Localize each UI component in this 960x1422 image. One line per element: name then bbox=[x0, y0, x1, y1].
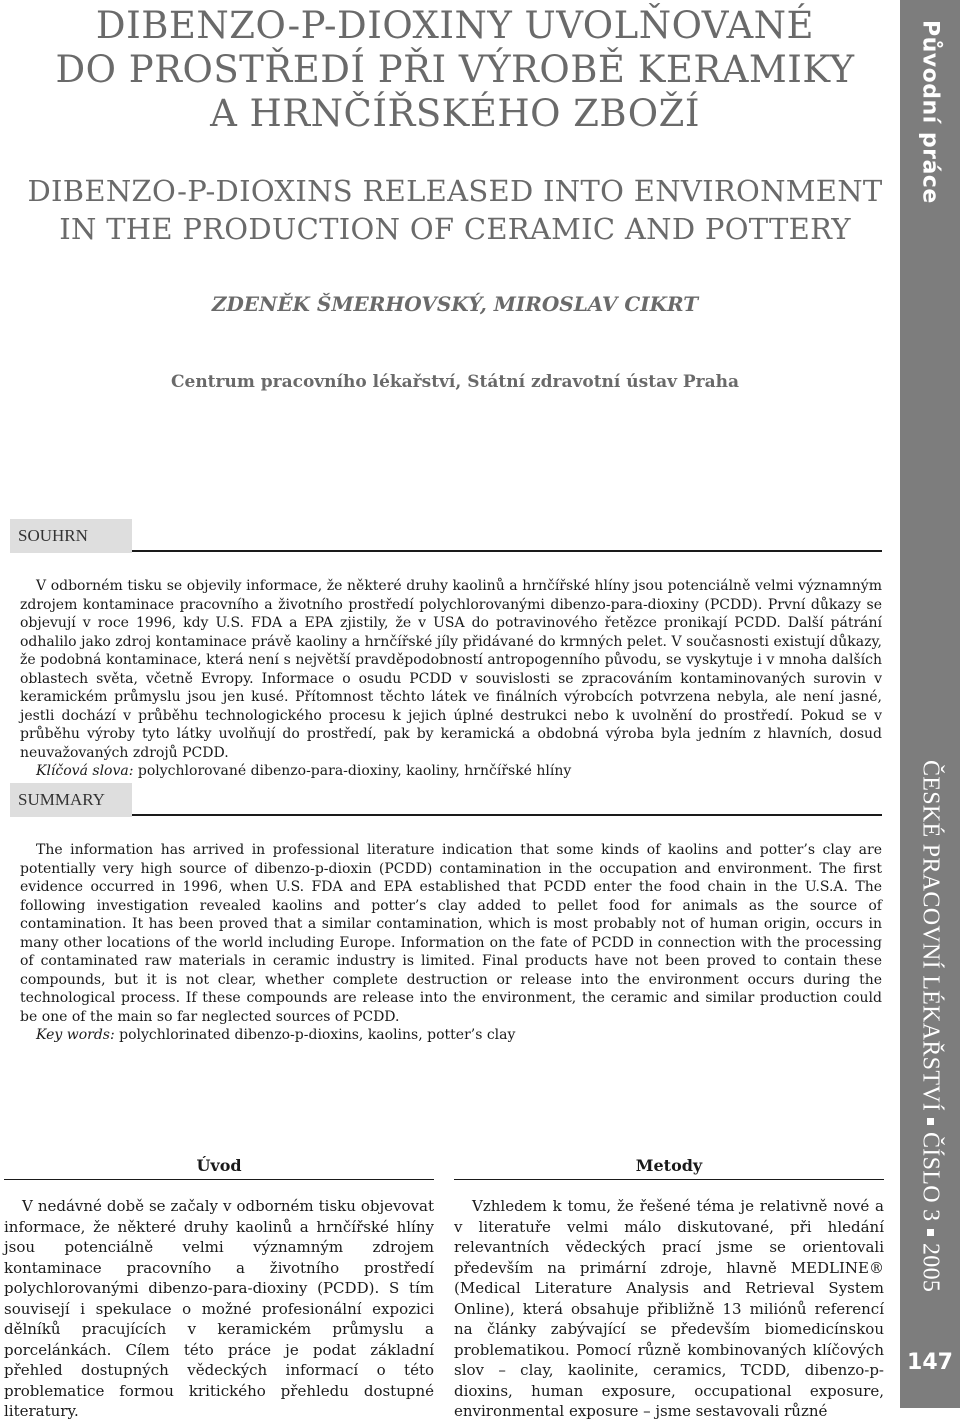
summary-text: The information has arrived in professional literature indication that some kinds of kaolins and potter’s clay are potentially very high source of dibenzo-p-dioxin (PCDD) contamination in the occupation and environment. The first evidence occurred in 1996, when U.S. FDA and EPA established that PCDD enter the food chain in the U.S.A. The following investigation revealed kaolins and potter’s clay added to pellet food for animals as the source of contamination. It has been proved that a similar contamination, which is most probably not of human origin, occurs in many other locations of the world including Europe. Information on the fate of PCDD in connection with the processing of contaminated raw materials in ceramic industry is limited. Final products have not been proved to contain these compounds, but it is not clear, whether complete destruction or release into the environment occurs during the technological process. If these compounds are release into the environment, the ceramic and similar production could be one of the main so far neglected sources of PCDD. bbox=[20, 842, 882, 1025]
souhrn-keywords bbox=[20, 762, 882, 781]
section-label: Původní práce bbox=[917, 20, 943, 204]
title-czech-line-1: DIBENZO-P-DIOXINY UVOLŇOVANÉ bbox=[95, 4, 815, 47]
souhrn-heading-label: SOUHRN bbox=[18, 526, 88, 545]
authors: ZDENĚK ŠMERHOVSKÝ, MIROSLAV CIKRT bbox=[211, 292, 699, 316]
summary-body bbox=[20, 841, 882, 1045]
title-english-line-2: IN THE PRODUCTION OF CERAMIC AND POTTERY bbox=[59, 212, 851, 246]
souhrn-keywords-value: polychlorované dibenzo-para-dioxiny, kaoliny, hrnčířské hlíny bbox=[133, 763, 572, 779]
page-number: 147 bbox=[907, 1350, 953, 1375]
uvod-heading: Úvod bbox=[196, 1156, 242, 1175]
issue-number: ČÍSLO 3 bbox=[917, 1132, 944, 1222]
title-english bbox=[20, 172, 890, 248]
title-czech-line-3: A HRNČÍŘSKÉHO ZBOŽÍ bbox=[210, 92, 700, 135]
uvod-text: V nedávné době se začaly v odborném tisku objevovat informace, že některé druhy kaolinů a hrnčířské hlíny jsou potenciálně velmi významným zdrojem kontaminace pracovního a životního prostředí polychlorovanými dibenzo-para-dioxiny (PCDD). S tím souvisejí i spekulace o možné profesionální expozici dělníků pracujících v keramickém průmyslu a porcelánkách. Cílem této práce je podat základní přehled dostupných vědeckých informací o této problematice formou kritického přehledu dostupné literatury. bbox=[4, 1197, 434, 1420]
summary-heading bbox=[10, 783, 132, 817]
uvod-rule bbox=[4, 1179, 434, 1180]
souhrn-heading bbox=[10, 519, 132, 553]
sidebar bbox=[900, 0, 960, 1408]
title-czech-line-2: DO PROSTŘEDÍ PŘI VÝROBĚ KERAMIKY bbox=[55, 48, 855, 91]
summary-rule bbox=[132, 814, 882, 816]
souhrn-keywords-label: Klíčová slova: bbox=[36, 763, 134, 779]
summary-heading-label: SUMMARY bbox=[18, 790, 105, 809]
metody-rule bbox=[454, 1179, 884, 1180]
title-english-line-1: DIBENZO-P-DIOXINS RELEASED INTO ENVIRONMENT bbox=[27, 174, 883, 208]
souhrn-rule bbox=[132, 550, 882, 552]
separator-square-icon bbox=[927, 1229, 934, 1236]
year: 2005 bbox=[917, 1242, 944, 1292]
souhrn-text: V odborném tisku se objevily informace, že některé druhy kaolinů a hrnčířské hlíny jsou potenciálně velmi významným zdrojem kontaminace pracovního a životního prostředí polychlorovanými dibenzo-para-dioxiny (PCDD). První důkazy se objevují v roce 1996, kdy U.S. FDA a EPA zjistily, že v USA do potravinového řetězce pronikají PCDD. Další pátrání odhalilo jako zdroj kontaminace právě kaoliny a hrnčířské jíly přidávané do krmných pelet. V současnosti existují důkazy, že podobná kontaminace, která není s největší pravděpodobností antropogenního původu, se vyskytuje i v mnoha dalších oblastech světa, včetně Evropy. Informace o osudu PCDD v souvislosti se zpracováním kontaminovaných surovin v keramickém průmyslu jsou jen kusé. Přítomnost těchto látek ve finálních výrobcích potvrzena nebyla, ale není jasné, jestli dochází v průběhu technologického procesu k jejich úplné destrukci nebo k uvolnění do prostředí. Pokud se v průběhu výroby tyto látky uvolňují do prostředí, pak by keramická a obdobná výroba byla jedním z hlavních, dosud neuvažovaných zdrojů PCDD. bbox=[20, 578, 882, 761]
summary-keywords bbox=[20, 1026, 882, 1045]
separator-square-icon bbox=[927, 1118, 934, 1125]
metody-heading: Metody bbox=[635, 1156, 703, 1175]
title-czech bbox=[20, 4, 890, 136]
souhrn-body bbox=[20, 577, 882, 781]
metody-text: Vzhledem k tomu, že řešené téma je relativně nové a v literatuře velmi málo diskutované, při hledání relevantních vědeckých prací jsme se orientovali především na primární zdroje, hlavně MEDLINE® (Medical Literature Analysis and Retrieval System Online), která obsahuje přibližně 13 miliónů referencí na články zabývající se především biomedicínskou problematikou. Pomocí různě kombinovaných klíčových slov – clay, kaolinite, ceramics, TCDD, dibenzo-p-dioxins, human exposure, occupational exposure, environmental exposure – jsme sestavovali různé bbox=[454, 1197, 884, 1420]
affiliation: Centrum pracovního lékařství, Státní zdravotní ústav Praha bbox=[170, 372, 740, 392]
summary-keywords-label: Key words: bbox=[36, 1027, 115, 1043]
journal-info bbox=[900, 760, 960, 1292]
summary-keywords-value: polychlorinated dibenzo-p-dioxins, kaolins, potter’s clay bbox=[114, 1027, 516, 1043]
journal-name: ČESKÉ PRACOVNÍ LÉKAŘSTVÍ bbox=[917, 760, 944, 1112]
